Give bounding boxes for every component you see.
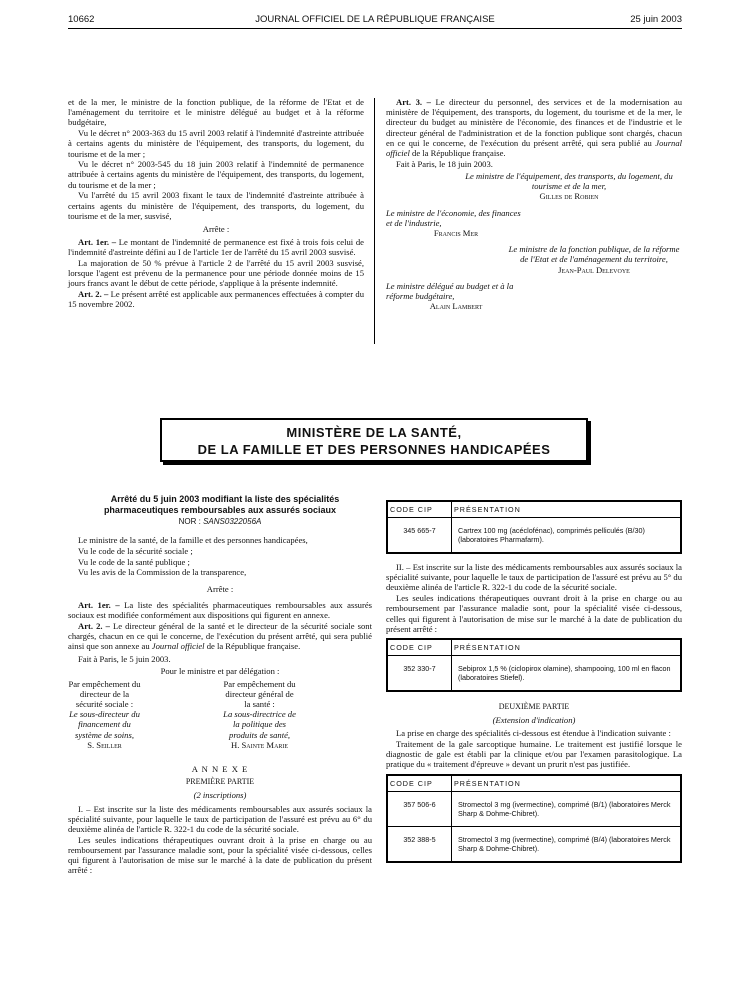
signatory-title: La sous-directrice de la politique des produits de santé, [223,709,296,740]
article-label: Art. 2. – [78,289,109,300]
extension-note: (Extension d'indication) [492,715,576,726]
nor-label: NOR : [178,517,201,526]
cip-code: 345 665-7 [388,518,452,553]
article-label: Art. 3. – [396,97,431,107]
journal-title: JOURNAL OFFICIEL DE LA RÉPUBLIQUE FRANÇAISE [255,14,495,25]
bottom-right-column [386,496,682,869]
article-text-end: de la République française. [206,641,301,652]
signature-block [386,281,526,312]
signature-block [456,171,682,202]
banner-line-1: MINISTÈRE DE LA SANTÉ, [286,425,462,440]
part-heading: DEUXIÈME PARTIE [498,701,570,711]
signatory-title: Le sous-directeur du financement du système de soins, [69,709,140,740]
annexe-heading: A N N E X E [191,764,249,775]
paragraph: Vu le décret n° 2003-363 du 15 avril 2003 relatif à l'indemnité d'astreinte attribuée à certains agents du ministère de l'équipement, des transports, du logement, du tourisme et de la mer ; [68,128,364,159]
arrete-title: Arrêté du 5 juin 2003 modifiant la liste des spécialités pharmaceutiques remboursables aux assurés sociaux [103,494,340,515]
article-2 [68,289,364,309]
signatory-name: Jean-Paul Delevoye [558,264,630,275]
page-number: 10662 [68,14,95,25]
paragraph: et de la mer, le ministre de la fonction publique, de la réforme de l'Etat et de l'aménagement du territoire et le ministre délégué au budget et à la réforme budgétaire, [68,97,364,128]
signature-block [506,244,682,275]
table-stromectol [386,774,682,863]
article-text: Le directeur général de la santé et le directeur de la sécurité sociale sont chargés, chacun en ce qui le concerne, de l'exécution du présent arrêté, qui sera publié ainsi que son annexe au [68,620,372,652]
article-text: Le montant de l'indemnité de permanence est fixé à trois fois celui de l'indemnité d'astreinte défini au I de l'article 1er de l'arrêté du 15 avril 2003 susvisé. [68,237,364,258]
article-2 [68,621,372,652]
cip-code: 352 388-5 [388,826,452,861]
paragraph: II. – Est inscrite sur la liste des médicaments remboursables aux assurés sociaux la spécialité suivante, pour laquelle le taux de participation de l'assuré est prévu au 5° du deuxième alinéa de l'article R. 322-1 du code de la sécurité sociale. [386,562,682,593]
paragraph: I. – Est inscrite sur la liste des médicaments remboursables aux assurés sociaux la spécialité suivante, pour laquelle le taux de participation de l'assuré est prévu au 6° du deuxième alinéa de l'article R. 322-1 du code de la sécurité sociale. [68,803,372,835]
paragraph: Le ministre de la santé, de la famille et des personnes handicapées, [78,535,308,546]
paragraph: La majoration de 50 % prévue à l'article 2 de l'arrêté du 15 avril 2003 susvisé, lorsque l'agent est prévenu de la permanence pour une période donnée moins de 15 jours francs avant le début de cette période, s'applique à la présente indemnité. [68,258,364,289]
cip-code: 352 330-7 [388,655,452,690]
signatory-title: Le ministre de la fonction publique, de la réforme de l'Etat et de l'aménagement du territoire, [508,244,680,265]
signatory-title: Le ministre délégué au budget et à la réforme budgétaire, [386,280,514,301]
fait-line: Fait à Paris, le 18 juin 2003. [396,158,493,169]
vu-line: Vu le code de la santé publique ; [78,556,190,567]
paragraph: Les seules indications thérapeutiques ouvrant droit à la prise en charge ou au remboursement par l'assurance maladie sont, pour la spécialité visée ci-dessous, celles qui figurent à l'autorisation de mise sur le marché à la date de publication du présent arrêté : [68,834,372,876]
signatory-context: Par empêchement du directeur général de la santé : [223,678,296,710]
fait-line: Fait à Paris, le 5 juin 2003. [78,654,171,665]
col-header-presentation: PRÉSENTATION [452,639,681,655]
paragraph: Les seules indications thérapeutiques ouvrant droit à la prise en charge ou au remboursement par l'assurance maladie sont, pour la spécialité visée ci-dessous, celles qui figurent à l'autorisation de mise sur le marché à la date de publication du présent arrêté : [386,593,682,634]
signatory-name: Gilles de Robien [539,191,599,202]
top-right-column [386,97,682,311]
article-text: Le présent arrêté est applicable aux permanences effectuées à compter du 15 novembre 2002. [68,289,364,310]
nor-reference [68,517,372,527]
table-row [388,655,681,690]
presentation: Stromectol 3 mg (ivermectine), comprimé (B/1) (laboratoires Merck Sharp & Dohme-Chibret). [452,791,681,826]
article-text: Le directeur du personnel, des services et de la modernisation au ministère de l'équipement, des transports, du logement, du tourisme et de la mer, le directeur du budget au ministère de l'économie, des finances et de l'industrie et le directeur général de l'administration et de la fonction publique sont chargés, chacun en ce qui le concerne, de l'exécution du présent arrêté, qui sera publié au [386,97,682,148]
col-header-code: CODE CIP [388,502,452,518]
cip-code: 357 506-6 [388,791,452,826]
signature-left [68,679,217,750]
vu-line: Vu les avis de la Commission de la transparence, [78,567,247,578]
page-header [68,14,682,29]
bottom-left-column [68,494,372,876]
col-header-code: CODE CIP [388,775,452,791]
article-label: Art. 2. – [78,620,110,631]
table-cartrex [386,500,682,554]
signature-right [223,679,372,750]
paragraph: Traitement de la gale sarcoptique humaine. Le traitement est justifié lorsque le diagnostic de gale est établi par la clinique et/ou par l'examen parasitologique. La pratique du « traitement d'épreuve » devant un prurit n'est pas justifiée. [386,739,682,770]
signatory-title: Le ministre de l'économie, des finances et de l'industrie, [386,207,521,228]
article-label: Art. 1er. – [78,599,120,610]
paragraph: Vu le décret n° 2003-545 du 18 juin 2003 relatif à l'indemnité de permanence attribuée à certains agents du ministère de l'équipement, des transports, du logement, du tourisme et de la mer ; [68,159,364,190]
table-sebiprox [386,638,682,692]
ministry-banner [160,418,588,462]
signature-block [386,208,526,239]
signatory-title: Le ministre de l'équipement, des transports, du logement, du tourisme et de la mer, [465,170,673,192]
paragraph: La prise en charge des spécialités ci-dessous est étendue à l'indication suivante : [396,728,671,739]
inscriptions-note: (2 inscriptions) [193,790,247,801]
signatory-context: Par empêchement du directeur de la sécurité sociale : [68,678,141,710]
issue-date: 25 juin 2003 [630,14,682,25]
col-header-presentation: PRÉSENTATION [452,775,681,791]
arrete-heading: Arrête : [206,583,234,594]
presentation: Sebiprox 1,5 % (ciclopirox olamine), shampooing, 100 ml en flacon (laboratoires Stiefel). [452,655,681,690]
banner-line-2: DE LA FAMILLE ET DES PERSONNES HANDICAPÉES [197,442,551,457]
part-heading: PREMIÈRE PARTIE [185,777,255,787]
presentation: Cartrex 100 mg (acéclofénac), comprimés pelliculés (B/30) (laboratoires Pharmafarm). [452,518,681,553]
journal-name: Journal officiel [151,641,205,652]
signatory-name: Alain Lambert [429,301,483,312]
paragraph: Vu l'arrêté du 15 avril 2003 fixant le taux de l'indemnité d'astreinte attribuée à certains agents du ministère de l'équipement, des transports, du logement, du tourisme et de la mer, susvisé, [68,190,364,221]
article-3 [386,97,682,158]
delegation-line: Pour le ministre et par délégation : [160,666,280,677]
article-label: Art. 1er. – [78,237,116,248]
article-text: La liste des spécialités pharmaceutiques remboursables aux assurés sociaux est modifiée conformément aux dispositions qui figurent en annexe. [68,599,372,620]
signatory-name: Francis Mer [433,227,479,238]
table-row [388,518,681,553]
article-1 [68,237,364,257]
journal-name: Journal officiel [386,137,683,159]
arrete-heading: Arrête : [202,223,230,234]
vu-line: Vu le code de la sécurité sociale ; [78,545,193,556]
nor-code: SANS0322056A [203,517,262,526]
col-header-code: CODE CIP [388,639,452,655]
article-text-end: de la République française. [412,148,506,159]
table-row [388,826,681,861]
article-1 [68,600,372,620]
signatory-name: H. Sainte Marie [231,739,289,750]
column-divider [374,98,375,344]
signatory-name: S. Seiller [87,739,122,750]
col-header-presentation: PRÉSENTATION [452,502,681,518]
top-left-column [68,97,364,310]
signatures [68,679,372,750]
table-row [388,791,681,826]
presentation: Stromectol 3 mg (ivermectine), comprimé (B/4) (laboratoires Merck Sharp & Dohme-Chibret). [452,826,681,861]
